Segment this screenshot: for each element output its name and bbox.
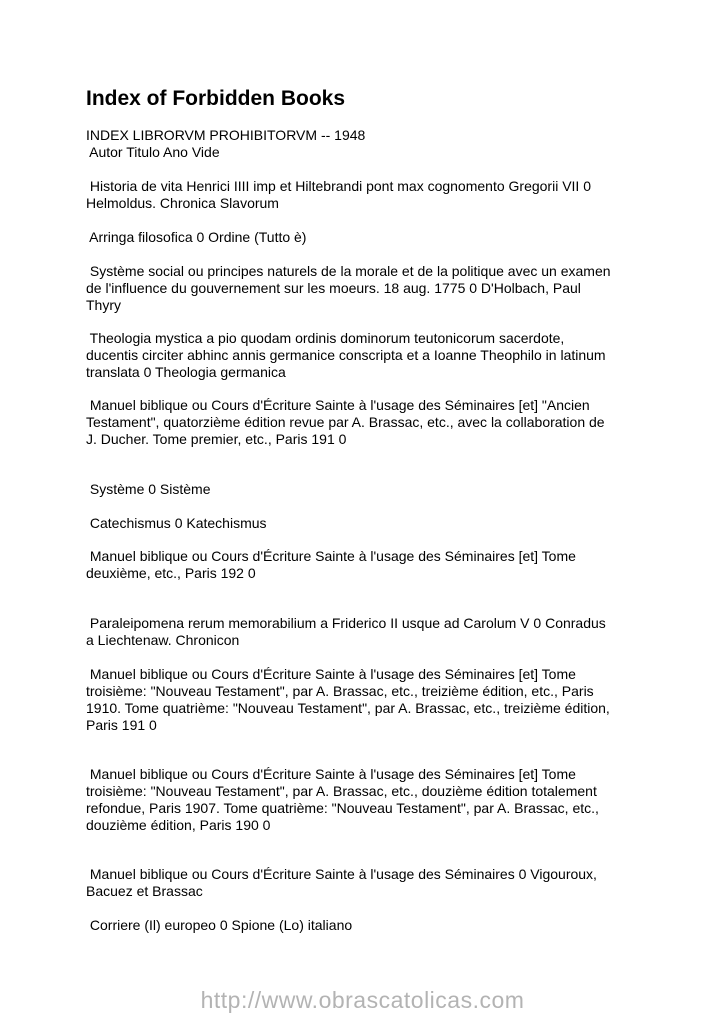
entry-line: troisième: "Nouveau Testament", par A. Brassac, etc., douzième édition totalement — [86, 783, 597, 799]
entry-line: Helmoldus. Chronica Slavorum — [86, 195, 279, 211]
entry-line: Corriere (Il) europeo 0 Spione (Lo) italiano — [86, 917, 353, 933]
entry-line: a Liechtenaw. Chronicon — [86, 632, 240, 648]
entry-line: Manuel biblique ou Cours d'Écriture Sainte à l'usage des Séminaires [et] Tome — [86, 548, 576, 564]
entry-9 — [86, 615, 646, 649]
entry-7 — [86, 515, 646, 532]
entry-line: Manuel biblique ou Cours d'Écriture Sainte à l'usage des Séminaires 0 Vigouroux, — [86, 866, 597, 882]
document-title: Index of Forbidden Books — [86, 87, 346, 110]
entry-line: Manuel biblique ou Cours d'Écriture Sainte à l'usage des Séminaires [et] Tome — [86, 666, 576, 682]
entry-line: Système 0 Sistème — [86, 481, 211, 497]
entry-10 — [86, 666, 646, 734]
entry-line: Historia de vita Henrici IIII imp et Hiltebrandi pont max cognomento Gregorii VII 0 — [86, 178, 591, 194]
entry-line: Manuel biblique ou Cours d'Écriture Sainte à l'usage des Séminaires [et] Tome — [86, 766, 576, 782]
entry-8 — [86, 548, 646, 582]
entry-line: deuxième, etc., Paris 192 0 — [86, 565, 256, 581]
entry-4 — [86, 330, 646, 381]
entry-line: douzième édition, Paris 190 0 — [86, 817, 271, 833]
entry-line: Système social ou principes naturels de la morale et de la politique avec un examen — [86, 263, 611, 279]
footer-url: http://www.obrascatolicas.com — [200, 987, 525, 1013]
entry-line: translata 0 Theologia germanica — [86, 364, 286, 380]
entry-11 — [86, 766, 646, 834]
entry-line: troisième: "Nouveau Testament", par A. Brassac, etc., treizième édition, etc., Paris — [86, 683, 594, 699]
entry-line: ducentis circiter abhinc annis germanice conscripta et a Ioanne Theophilo in latinum — [86, 347, 606, 363]
entry-12 — [86, 866, 646, 900]
entry-13 — [86, 917, 646, 934]
entry-line: Theologia mystica a pio quodam ordinis dominorum teutonicorum sacerdote, — [86, 330, 565, 346]
entry-1 — [86, 178, 646, 212]
columns-line: Autor Titulo Ano Vide — [86, 144, 220, 160]
entry-line: Paris 191 0 — [86, 717, 157, 733]
entry-line: de l'influence du gouvernement sur les moeurs. 18 aug. 1775 0 D'Holbach, Paul — [86, 280, 581, 296]
entry-line: Bacuez et Brassac — [86, 883, 203, 899]
entry-line: refondue, Paris 1907. Tome quatrième: "Nouveau Testament", par A. Brassac, etc., — [86, 800, 599, 816]
entry-line: 1910. Tome quatrième: "Nouveau Testament", par A. Brassac, etc., treizième édition, — [86, 700, 610, 716]
entry-line: Paraleipomena rerum memorabilium a Friderico II usque ad Carolum V 0 Conradus — [86, 615, 606, 631]
entry-line: Testament", quatorzième édition revue par A. Brassac, etc., avec la collaboration de — [86, 414, 605, 430]
entry-3 — [86, 263, 646, 314]
header-block — [86, 127, 646, 161]
entry-5 — [86, 397, 646, 448]
entry-2 — [86, 229, 646, 246]
entry-line: Manuel biblique ou Cours d'Écriture Sainte à l'usage des Séminaires [et] "Ancien — [86, 397, 590, 413]
entry-line: J. Ducher. Tome premier, etc., Paris 191 0 — [86, 431, 347, 447]
entry-line: Arringa filosofica 0 Ordine (Tutto è) — [86, 229, 307, 245]
entry-line: Thyry — [86, 297, 121, 313]
index-header-line: INDEX LIBRORVM PROHIBITORVM -- 1948 — [86, 127, 366, 143]
entry-line: Catechismus 0 Katechismus — [86, 515, 267, 531]
entry-6 — [86, 481, 646, 498]
